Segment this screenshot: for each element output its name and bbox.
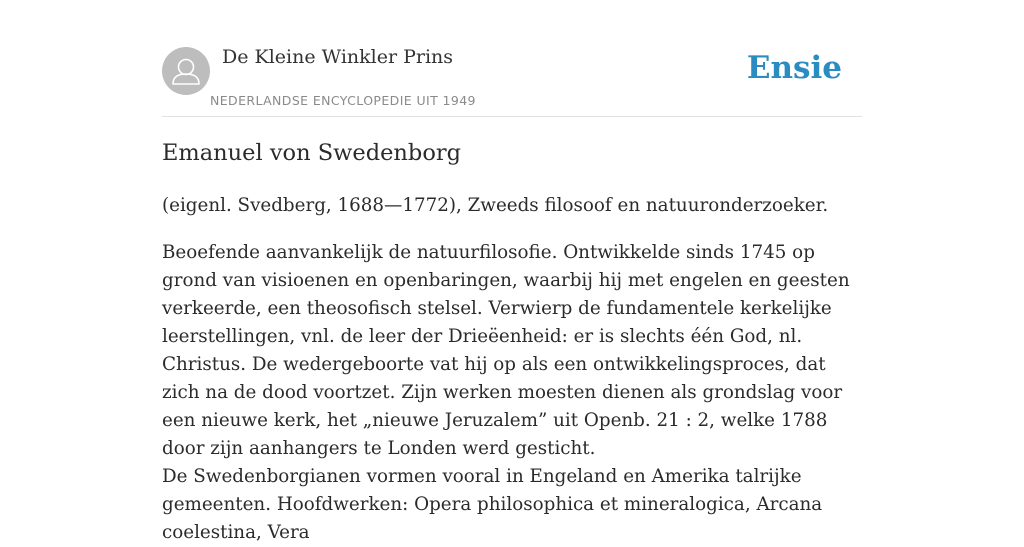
article-paragraph: De Swedenborgianen vormen vooral in Engeland en Amerika talrijke gemeenten. Hoofdwerken: Opera philosophica et mineralogica, Arcana coelestina, Vera [162,466,823,543]
source-title[interactable]: De Kleine Winkler Prins [222,46,454,68]
header [162,0,862,117]
article-title: Emanuel von Swedenborg [162,140,462,166]
user-silhouette-icon [162,47,210,95]
page [162,0,862,543]
article-paragraph: Beoefende aanvankelijk de natuurfilosofie. Ontwikkelde sinds 1745 op grond van visioenen en openbaringen, waarbij hij met engelen en geesten verkeerde, een theosofisch stelsel. Verwierp de fundamentele kerkelijke leerstellingen, vnl. de leer der Drieëenheid: er is slechts één God, nl. Christus. De wedergeboorte vat hij op als een ontwikkelingsproces, dat zich na de dood voortzet. Zijn werken moesten dienen als grondslag voor een nieuwe kerk, het „nieuwe Jeruzalem” uit Openb. 21 : 2, welke 1788 door zijn aanhangers te Londen werd gesticht. [162,242,850,459]
source-avatar[interactable] [162,47,210,95]
article-paragraph: (eigenl. Svedberg, 1688—1772), Zweeds filosoof en natuuronderzoeker. [162,195,829,216]
source-subtitle: NEDERLANDSE ENCYCLOPEDIE UIT 1949 [210,93,476,108]
brand-logo-link[interactable]: Ensie [746,50,842,86]
